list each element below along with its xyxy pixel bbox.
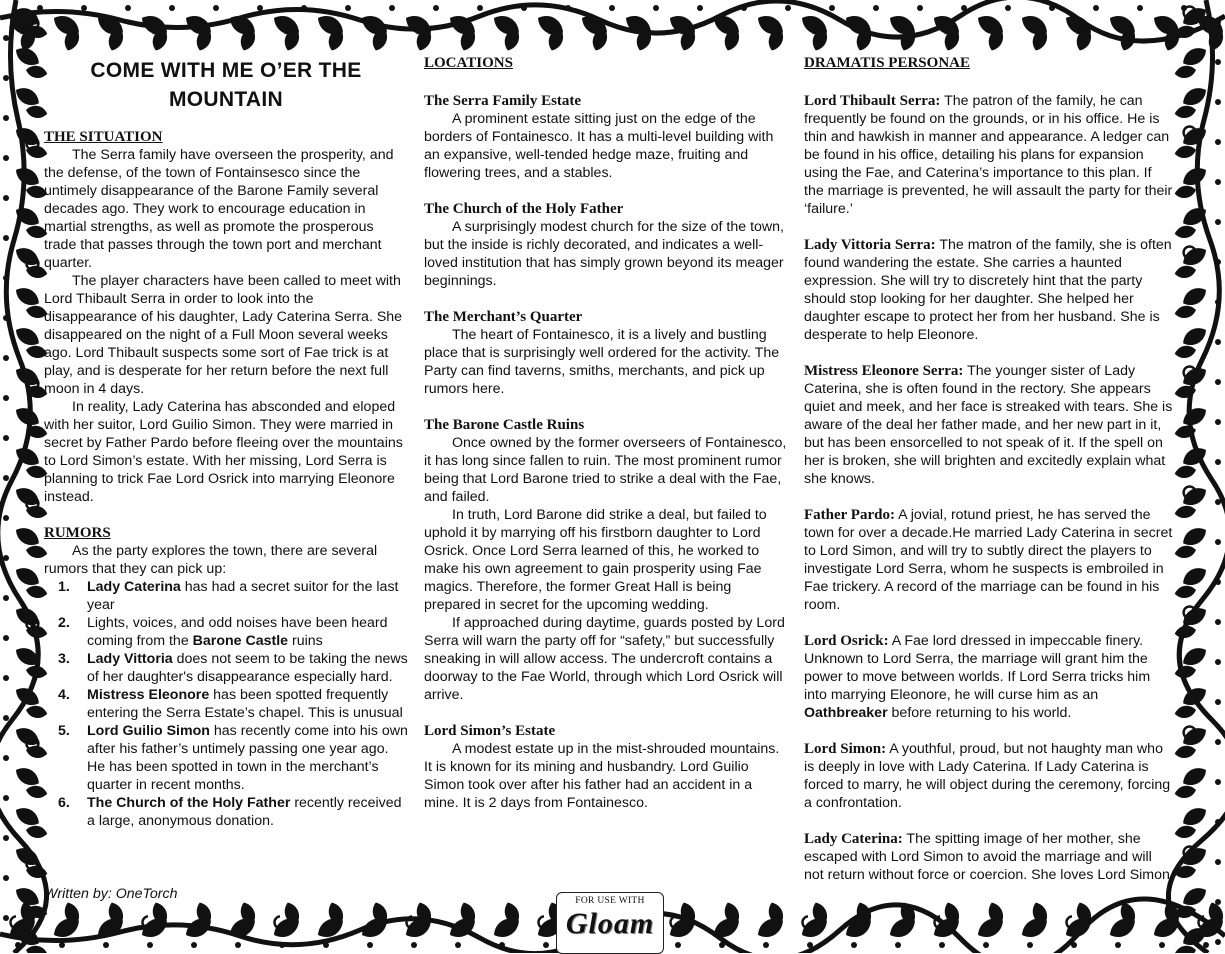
vine-ornament xyxy=(521,5,527,11)
vine-ornament xyxy=(1179,404,1209,430)
vine-ornament xyxy=(917,5,923,11)
vine-ornament xyxy=(1179,564,1209,590)
vine-ornament xyxy=(12,764,42,790)
vine-ornament xyxy=(3,315,9,321)
location-description: A prominent estate sitting just on the edge of the borders of Fontainesco. It has a multi-level building with an expansive, well-tended hedge maze, fruiting and flowering trees, and a stables. xyxy=(424,111,774,181)
vine-ornament xyxy=(1174,104,1197,120)
vine-ornament xyxy=(81,5,87,11)
vine-ornament xyxy=(3,755,9,761)
character-keyword: Oathbreaker xyxy=(804,705,888,721)
character-description: before returning to his world. xyxy=(887,705,1072,721)
vine-ornament xyxy=(213,5,219,11)
rumor-keyword: The Church of the Holy Father xyxy=(87,795,291,811)
rumor-keyword: Barone Castle xyxy=(192,633,289,649)
vine-ornament xyxy=(3,515,9,521)
vine-ornament xyxy=(1215,59,1221,65)
vine-ornament xyxy=(675,942,681,948)
vine-ornament xyxy=(1215,659,1221,665)
vine-ornament xyxy=(1215,739,1221,745)
vine-ornament xyxy=(829,5,835,11)
vine-ornament xyxy=(1174,744,1197,760)
rumor-keyword: Lady Caterina xyxy=(87,579,181,595)
character-description: A Fae lord dressed in impeccable finery. Unknown to Lord Serra, the marriage will grant him the power to move between worlds. If Lord Serra tricks him into marrying Eleonore, he will curse him as an xyxy=(804,633,1151,703)
vine-ornament xyxy=(1174,304,1197,320)
gloam-logo xyxy=(556,892,664,954)
situation-paragraph: The Serra family have overseen the prosperity, and the defense, of the town of Fontainsesco since the untimely disappearance of the Barone Family several decades ago. They work to encourage education in martial strengths, as well as promote the prosperous trade that passes through the town port and merchant quarter. xyxy=(44,147,394,271)
vine-ornament xyxy=(609,5,615,11)
vine-ornament xyxy=(763,942,769,948)
vine-ornament xyxy=(719,942,725,948)
rumor-number: 1. xyxy=(58,579,70,595)
vine-ornament xyxy=(1159,942,1165,948)
character-entry xyxy=(804,740,1174,812)
rumor-number: 5. xyxy=(58,723,70,739)
vine-ornament xyxy=(653,5,659,11)
vine-ornament xyxy=(433,5,439,11)
rumor-item xyxy=(44,794,408,830)
vine-ornament xyxy=(12,564,42,590)
vine-ornament xyxy=(1215,99,1221,105)
vine-ornament xyxy=(1215,179,1221,185)
vine-ornament xyxy=(1179,764,1209,790)
vine-ornament xyxy=(1215,859,1221,865)
location-description: The heart of Fontainesco, it is a lively and bustling place that is surprisingly well ordered for the activity. The Party can find taverns, smiths, merchants, and pick up rumors here. xyxy=(424,327,780,397)
vine-ornament xyxy=(3,75,9,81)
vine-ornament xyxy=(1179,284,1209,310)
rumor-item xyxy=(44,686,408,722)
vine-ornament xyxy=(3,635,9,641)
vine-ornament xyxy=(3,115,9,121)
rumors-heading: RUMORS xyxy=(44,525,111,541)
logo-wordmark: Gloam xyxy=(565,907,655,940)
vine-ornament xyxy=(12,164,42,190)
vine-ornament xyxy=(477,5,483,11)
character-entry xyxy=(804,92,1174,218)
vine-ornament xyxy=(3,395,9,401)
location-description: A surprisingly modest church for the size of the town, but the inside is richly decorated, and indicates a well-loved institution that has simply grown beyond its meager beginnings. xyxy=(424,219,784,289)
vine-ornament xyxy=(1215,259,1221,265)
vine-ornament xyxy=(1174,264,1197,280)
vine-ornament xyxy=(1215,579,1221,585)
column-dramatis-personae xyxy=(804,52,1174,912)
character-name: Mistress Eleonore Serra: xyxy=(804,363,964,379)
vine-ornament xyxy=(1179,644,1209,670)
vine-ornament xyxy=(741,5,747,11)
dramatis-heading: DRAMATIS PERSONAE xyxy=(804,55,970,71)
vine-ornament xyxy=(1179,804,1209,830)
page-content xyxy=(44,52,1174,940)
rumor-text: has had a secret suitor for the last year xyxy=(87,579,399,613)
vine-ornament xyxy=(1215,499,1221,505)
vine-ornament xyxy=(3,435,9,441)
vine-ornament xyxy=(1179,524,1209,550)
vine-ornament xyxy=(3,35,9,41)
vine-ornament xyxy=(3,195,9,201)
vine-ornament xyxy=(1174,64,1197,80)
vine-ornament xyxy=(983,942,989,948)
vine-ornament xyxy=(3,835,9,841)
page-title: COME WITH ME O’ER THE MOUNTAIN xyxy=(90,59,362,111)
vine-ornament xyxy=(37,5,43,11)
character-description: The patron of the family, he can frequently be found on the grounds, or in his office. He is thin and hawkish in manner and appearance. A ledger can be found in his office, detailing his plans for expansion using the Fae, and Caterina’s importance to this plan. If the marriage is prevented, he will assault the party for their ‘failure.’ xyxy=(804,93,1173,217)
rumor-item xyxy=(44,578,408,614)
location-name: The Barone Castle Ruins xyxy=(424,417,585,433)
vine-ornament xyxy=(543,942,549,948)
vine-ornament xyxy=(785,5,791,11)
vine-ornament xyxy=(1215,19,1221,25)
vine-ornament xyxy=(3,675,9,681)
character-entry xyxy=(804,362,1174,488)
character-description: The matron of the family, she is often found wandering the estate. She carries a haunted expression. She will try to discretely hint that the party should stop looking for her daughter. She helped her daughter escape to protect her from her husband. She is desperate to help Eleonore. xyxy=(804,237,1172,343)
vine-ornament xyxy=(1174,504,1197,520)
vine-ornament xyxy=(3,795,9,801)
vine-ornament xyxy=(1174,784,1197,800)
vine-ornament xyxy=(1174,824,1197,840)
vine-ornament xyxy=(3,715,9,721)
rumor-text: has been spotted frequently entering the Serra Estate’s chapel. This is unusual xyxy=(87,687,403,721)
column-situation xyxy=(44,52,408,912)
vine-ornament xyxy=(1215,379,1221,385)
vine-ornament xyxy=(301,5,307,11)
vine-ornament xyxy=(103,942,109,948)
vine-ornament xyxy=(873,5,879,11)
vine-ornament xyxy=(1005,5,1011,11)
location-description: If approached during daytime, guards posted by Lord Serra will warn the party off for “safety,” but successfully sneaking in will allow access. The undercroft contains a doorway to the Fae World, through which Lord Osrick will arrive. xyxy=(424,615,785,703)
rumor-text: has recently come into his own after his father’s untimely passing one year ago. He has been spotted in town in the merchant’s quarter in recent months. xyxy=(87,723,408,793)
vine-ornament xyxy=(1174,704,1197,720)
vine-ornament xyxy=(1174,624,1197,640)
location-description: Once owned by the former overseers of Fontainesco, it has long since fallen to ruin. The most prominent rumor being that Lord Barone tried to strike a deal with the Fae, and failed. xyxy=(424,435,787,505)
vine-ornament xyxy=(1215,419,1221,425)
location-name: The Serra Family Estate xyxy=(424,93,582,109)
vine-ornament xyxy=(1179,884,1209,910)
vine-ornament xyxy=(1215,539,1221,545)
rumor-item xyxy=(44,650,408,686)
vine-ornament xyxy=(1179,164,1209,190)
rumor-number: 4. xyxy=(58,687,70,703)
column-locations xyxy=(424,52,790,912)
vine-ornament xyxy=(1215,819,1221,825)
vine-ornament xyxy=(279,942,285,948)
vine-ornament xyxy=(939,942,945,948)
vine-ornament xyxy=(15,942,21,948)
vine-ornament xyxy=(697,5,703,11)
rumor-keyword: Mistress Eleonore xyxy=(87,687,210,703)
vine-ornament xyxy=(12,804,42,830)
vine-ornament xyxy=(12,684,42,710)
vine-ornament xyxy=(367,942,373,948)
vine-ornament xyxy=(3,555,9,561)
vine-ornament xyxy=(1174,944,1197,953)
vine-ornament xyxy=(3,475,9,481)
vine-ornament xyxy=(1174,664,1197,680)
character-name: Lord Osrick: xyxy=(804,633,889,649)
vine-ornament xyxy=(1071,942,1077,948)
vine-ornament xyxy=(1203,942,1209,948)
logo-caption: FOR USE WITH xyxy=(575,896,645,906)
rumors-intro: As the party explores the town, there are several rumors that they can pick up: xyxy=(44,543,378,577)
vine-ornament xyxy=(1174,584,1197,600)
vine-ornament xyxy=(191,942,197,948)
vine-ornament xyxy=(3,915,9,921)
vine-ornament xyxy=(1174,544,1197,560)
rumor-keyword: Lady Vittoria xyxy=(87,651,173,667)
character-name: Lady Vittoria Serra: xyxy=(804,237,936,253)
rumor-item xyxy=(44,722,408,794)
rumor-keyword: Lord Guilio Simon xyxy=(87,723,210,739)
vine-ornament xyxy=(1215,899,1221,905)
character-description: The younger sister of Lady Caterina, she is often found in the rectory. She appears quiet and meek, and her face is streaked with tears. She is aware of the deal her father made, and her new part in it, but has been ensorcelled to not speak of it. If the spell on her is broken, she will brighten and excitedly explain what she knows. xyxy=(804,363,1173,487)
vine-ornament xyxy=(323,942,329,948)
character-name: Father Pardo: xyxy=(804,507,895,523)
vine-ornament xyxy=(1174,464,1197,480)
character-name: Lady Caterina: xyxy=(804,831,903,847)
vine-ornament xyxy=(235,942,241,948)
vine-ornament xyxy=(1093,5,1099,11)
character-entry xyxy=(804,830,1174,884)
rumor-number: 2. xyxy=(58,615,70,631)
vine-ornament xyxy=(12,524,42,550)
situation-paragraph: In reality, Lady Caterina has absconded and eloped with her suitor, Lord Guilio Simon. They were married in secret by Father Pardo before fleeing over the mountains to Lord Simon’s estate. With her missing, Lord Serra is planning to trick Fae Lord Osrick into marrying Eleonore instead. xyxy=(44,399,403,505)
character-entry xyxy=(804,236,1174,344)
vine-ornament xyxy=(257,5,263,11)
vine-ornament xyxy=(1174,144,1197,160)
vine-ornament xyxy=(1215,619,1221,625)
rumor-text: recently received a large, anonymous donation. xyxy=(87,795,402,829)
character-name: Lord Thibault Serra: xyxy=(804,93,941,109)
vine-ornament xyxy=(147,942,153,948)
situation-paragraph: The player characters have been called to meet with Lord Thibault Serra in order to look into the disappearance of his daughter, Lady Caterina Serra. She disappeared on the night of a Full Moon several weeks ago. Lord Thibault suspects some sort of Fae trick is at play, and is desperate for her return before the next full moon in 4 days. xyxy=(44,273,403,397)
vine-ornament xyxy=(1215,219,1221,225)
vine-ornament xyxy=(1215,459,1221,465)
vine-ornament xyxy=(3,875,9,881)
vine-ornament xyxy=(1215,699,1221,705)
vine-ornament xyxy=(411,942,417,948)
vine-ornament xyxy=(1174,184,1197,200)
vine-ornament xyxy=(1215,779,1221,785)
location-name: The Church of the Holy Father xyxy=(424,201,624,217)
vine-ornament xyxy=(455,942,461,948)
rumor-text: does not seem to be taking the news of her daughter's disappearance especially hard. xyxy=(87,651,408,685)
character-entry xyxy=(804,632,1174,722)
vine-ornament xyxy=(125,5,131,11)
vine-ornament xyxy=(3,235,9,241)
vine-ornament xyxy=(895,942,901,948)
location-description: A modest estate up in the mist-shrouded mountains. It is known for its mining and husbandry. Lord Guilio Simon took over after his father had an accident in a mine. It is 2 days from Fontainesco. xyxy=(424,741,780,811)
location-description: In truth, Lord Barone did strike a deal, but failed to uphold it by marrying off his firstborn daughter to Lord Osrick. Once Lord Serra learned of this, he worked to make his own agreement to gain prosperity using Fae magics. Therefore, the former Great Hall is being prepared in secret for the upcoming wedding. xyxy=(424,507,767,613)
character-description: A youthful, proud, but not haughty man who is deeply in love with Lady Caterina. If Lady Caterina is forced to marry, he will object during the ceremony, forcing a confrontation. xyxy=(804,741,1171,811)
character-description: The spitting image of her mother, she escaped with Lord Simon to avoid the marriage and will not return without force or coercion. She loves Lord Simon. xyxy=(804,831,1174,883)
author-credit: Written by: OneTorch xyxy=(44,886,178,902)
vine-ornament xyxy=(3,595,9,601)
vine-ornament xyxy=(25,944,48,953)
vine-ornament xyxy=(851,942,857,948)
vine-ornament xyxy=(3,275,9,281)
vine-ornament xyxy=(389,5,395,11)
vine-ornament xyxy=(1115,942,1121,948)
location-name: The Merchant’s Quarter xyxy=(424,309,583,325)
vine-ornament xyxy=(59,942,65,948)
rumor-number: 3. xyxy=(58,651,70,667)
vine-ornament xyxy=(1215,339,1221,345)
vine-ornament xyxy=(807,942,813,948)
vine-ornament xyxy=(961,5,967,11)
vine-ornament xyxy=(499,942,505,948)
locations-heading: LOCATIONS xyxy=(424,55,513,71)
vine-ornament xyxy=(1027,942,1033,948)
vine-ornament xyxy=(1179,324,1209,350)
vine-ornament xyxy=(1174,224,1197,240)
vine-ornament xyxy=(3,155,9,161)
location-name: Lord Simon’s Estate xyxy=(424,723,556,739)
vine-ornament xyxy=(1049,5,1055,11)
rumor-text: ruins xyxy=(288,633,323,649)
vine-ornament xyxy=(1137,5,1143,11)
vine-ornament xyxy=(345,5,351,11)
rumors-list xyxy=(44,578,408,830)
situation-heading: THE SITUATION xyxy=(44,129,163,145)
character-entry xyxy=(804,506,1174,614)
character-description: A jovial, rotund priest, he has served the town for over a decade.He married Lady Caterina in secret to Lord Simon, and will try to subtly direct the players to investigate Lord Serra, whom he suspects is embroiled in Fae trickery. A record of the marriage can be found in his room. xyxy=(804,507,1173,613)
vine-ornament xyxy=(1215,299,1221,305)
character-name: Lord Simon: xyxy=(804,741,887,757)
vine-ornament xyxy=(169,5,175,11)
rumor-text: Lights, voices, and odd noises have been heard coming from the xyxy=(87,615,388,649)
vine-ornament xyxy=(1174,344,1197,360)
vine-ornament xyxy=(565,5,571,11)
vine-ornament xyxy=(1179,44,1209,70)
vine-ornament xyxy=(1215,139,1221,145)
vine-ornament xyxy=(1215,939,1221,945)
rumor-number: 6. xyxy=(58,795,70,811)
vine-ornament xyxy=(1179,684,1209,710)
rumor-item xyxy=(44,614,408,650)
vine-ornament xyxy=(3,355,9,361)
vine-ornament xyxy=(12,284,42,310)
